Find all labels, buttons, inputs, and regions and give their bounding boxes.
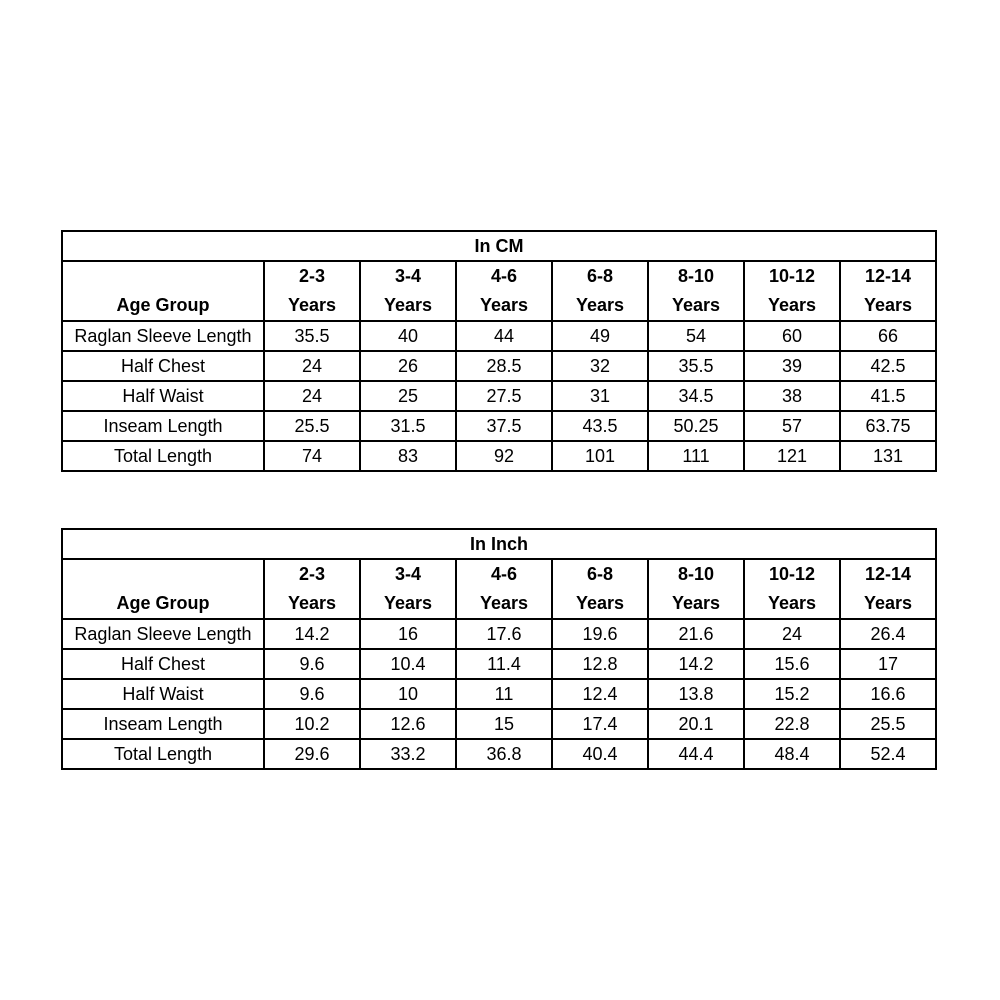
column-unit: Years — [479, 295, 529, 315]
table-title: In CM — [62, 231, 936, 261]
column-range: 6-8 — [586, 564, 613, 584]
table-cell: 15.6 — [744, 649, 840, 679]
table-header-row — [62, 261, 936, 321]
table-row — [62, 441, 936, 471]
table-cell: 22.8 — [744, 709, 840, 739]
table-cell: 15.2 — [744, 679, 840, 709]
table-cell: 24 — [264, 381, 360, 411]
table-title-row — [62, 231, 936, 261]
table-cell: 10.2 — [264, 709, 360, 739]
table-cell: 52.4 — [840, 739, 936, 769]
table-cell: 14.2 — [264, 619, 360, 649]
table-cell: 50.25 — [648, 411, 744, 441]
column-unit: Years — [671, 295, 721, 315]
column-range: 8-10 — [677, 266, 715, 286]
table-cell: 28.5 — [456, 351, 552, 381]
size-chart-cm-table — [61, 230, 937, 472]
column-header — [552, 559, 648, 619]
table-cell: 17.4 — [552, 709, 648, 739]
table-title: In Inch — [62, 529, 936, 559]
table-cell: 35.5 — [264, 321, 360, 351]
table-cell: 9.6 — [264, 679, 360, 709]
table-cell: 12.4 — [552, 679, 648, 709]
table-cell: 29.6 — [264, 739, 360, 769]
table-cell: 25.5 — [840, 709, 936, 739]
table-row — [62, 619, 936, 649]
table-cell: 48.4 — [744, 739, 840, 769]
table-cell: 54 — [648, 321, 744, 351]
column-range: 10-12 — [768, 266, 816, 286]
column-header — [360, 261, 456, 321]
table-cell: 12.6 — [360, 709, 456, 739]
column-header — [744, 261, 840, 321]
table-cell: 41.5 — [840, 381, 936, 411]
table-cell: 31.5 — [360, 411, 456, 441]
row-label: Half Waist — [62, 381, 264, 411]
table-cell: 92 — [456, 441, 552, 471]
table-cell: 63.75 — [840, 411, 936, 441]
table-cell: 17 — [840, 649, 936, 679]
table-row — [62, 381, 936, 411]
table-cell: 57 — [744, 411, 840, 441]
size-chart-inch-table — [61, 528, 937, 770]
table-cell: 44 — [456, 321, 552, 351]
table-cell: 26 — [360, 351, 456, 381]
table-row — [62, 709, 936, 739]
column-header — [456, 261, 552, 321]
table-cell: 40.4 — [552, 739, 648, 769]
table-row — [62, 649, 936, 679]
column-unit: Years — [287, 295, 337, 315]
table-cell: 37.5 — [456, 411, 552, 441]
row-label: Raglan Sleeve Length — [62, 321, 264, 351]
column-unit: Years — [287, 593, 337, 613]
column-range: 12-14 — [864, 564, 912, 584]
column-range: 3-4 — [394, 266, 421, 286]
table-cell: 17.6 — [456, 619, 552, 649]
column-unit: Years — [671, 593, 721, 613]
table-cell: 20.1 — [648, 709, 744, 739]
table-cell: 9.6 — [264, 649, 360, 679]
column-header — [264, 261, 360, 321]
column-unit: Years — [575, 593, 625, 613]
table-cell: 11.4 — [456, 649, 552, 679]
table-cell: 33.2 — [360, 739, 456, 769]
table-cell: 34.5 — [648, 381, 744, 411]
row-label: Half Waist — [62, 679, 264, 709]
table-cell: 16.6 — [840, 679, 936, 709]
table-cell: 24 — [744, 619, 840, 649]
row-label: Half Chest — [62, 351, 264, 381]
table-cell: 24 — [264, 351, 360, 381]
column-header — [552, 261, 648, 321]
column-header — [360, 559, 456, 619]
column-header — [744, 559, 840, 619]
table-cell: 32 — [552, 351, 648, 381]
table-cell: 25.5 — [264, 411, 360, 441]
column-range: 4-6 — [490, 266, 517, 286]
table-cell: 31 — [552, 381, 648, 411]
row-label: Total Length — [62, 441, 264, 471]
table-cell: 11 — [456, 679, 552, 709]
table-cell: 26.4 — [840, 619, 936, 649]
table-cell: 19.6 — [552, 619, 648, 649]
table-cell: 10 — [360, 679, 456, 709]
table-header-row — [62, 559, 936, 619]
age-group-header: Age Group — [62, 559, 264, 619]
table-cell: 10.4 — [360, 649, 456, 679]
column-header — [264, 559, 360, 619]
column-range: 2-3 — [298, 564, 325, 584]
table-cell: 49 — [552, 321, 648, 351]
column-unit: Years — [479, 593, 529, 613]
column-range: 10-12 — [768, 564, 816, 584]
table-cell: 35.5 — [648, 351, 744, 381]
table-cell: 14.2 — [648, 649, 744, 679]
age-group-header: Age Group — [62, 261, 264, 321]
table-cell: 83 — [360, 441, 456, 471]
table-cell: 12.8 — [552, 649, 648, 679]
table-cell: 101 — [552, 441, 648, 471]
table-cell: 60 — [744, 321, 840, 351]
column-range: 8-10 — [677, 564, 715, 584]
table-row — [62, 321, 936, 351]
column-range: 12-14 — [864, 266, 912, 286]
table-row — [62, 411, 936, 441]
table-cell: 43.5 — [552, 411, 648, 441]
column-header — [840, 559, 936, 619]
column-header — [456, 559, 552, 619]
column-header — [648, 559, 744, 619]
table-cell: 27.5 — [456, 381, 552, 411]
column-range: 3-4 — [394, 564, 421, 584]
table-cell: 25 — [360, 381, 456, 411]
table-row — [62, 679, 936, 709]
row-label: Total Length — [62, 739, 264, 769]
column-header — [840, 261, 936, 321]
table-cell: 38 — [744, 381, 840, 411]
row-label: Half Chest — [62, 649, 264, 679]
column-unit: Years — [575, 295, 625, 315]
column-range: 6-8 — [586, 266, 613, 286]
table-cell: 42.5 — [840, 351, 936, 381]
table-title-row — [62, 529, 936, 559]
column-range: 2-3 — [298, 266, 325, 286]
row-label: Inseam Length — [62, 411, 264, 441]
table-cell: 40 — [360, 321, 456, 351]
table-cell: 36.8 — [456, 739, 552, 769]
table-cell: 131 — [840, 441, 936, 471]
column-unit: Years — [863, 295, 913, 315]
column-header — [648, 261, 744, 321]
row-label: Raglan Sleeve Length — [62, 619, 264, 649]
column-unit: Years — [863, 593, 913, 613]
column-range: 4-6 — [490, 564, 517, 584]
table-row — [62, 739, 936, 769]
column-unit: Years — [383, 295, 433, 315]
table-cell: 21.6 — [648, 619, 744, 649]
column-unit: Years — [383, 593, 433, 613]
table-cell: 39 — [744, 351, 840, 381]
table-row — [62, 351, 936, 381]
column-unit: Years — [767, 295, 817, 315]
column-unit: Years — [767, 593, 817, 613]
table-cell: 44.4 — [648, 739, 744, 769]
table-cell: 111 — [648, 441, 744, 471]
table-cell: 74 — [264, 441, 360, 471]
table-cell: 15 — [456, 709, 552, 739]
table-cell: 13.8 — [648, 679, 744, 709]
row-label: Inseam Length — [62, 709, 264, 739]
table-cell: 121 — [744, 441, 840, 471]
table-cell: 16 — [360, 619, 456, 649]
table-cell: 66 — [840, 321, 936, 351]
